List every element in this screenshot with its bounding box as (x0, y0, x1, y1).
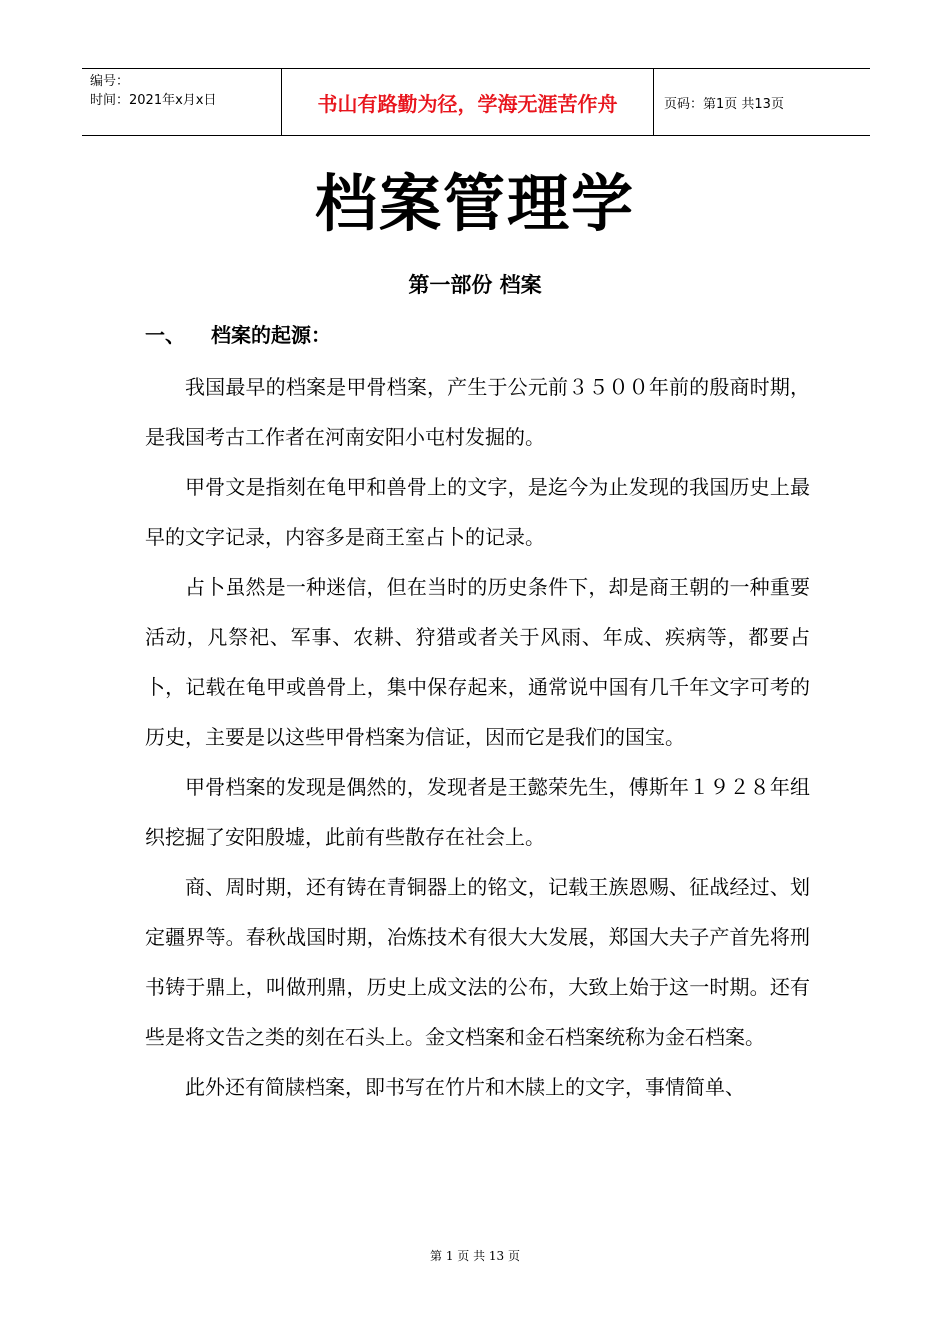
date-line: 时间：2021年x月x日 (90, 93, 217, 108)
heading-text: 档案的起源： (211, 323, 331, 347)
page-footer: 第 1 页 共 13 页 (430, 1249, 520, 1263)
header-meta (82, 69, 282, 135)
body-text (145, 362, 810, 1112)
paragraph: 此外还有简牍档案，即书写在竹片和木牍上的文字，事情简单、 (185, 1075, 745, 1099)
paragraph: 占卜虽然是一种迷信，但在当时的历史条件下，却是商王朝的一种重要活动，凡祭祀、军事、农耕、狩猎或者关于风雨、年成、疾病等，都要占卜，记载在龟甲或兽骨上，集中保存起来，通常说中国有几千年文字可考的历史，主要是以这些甲骨档案为信证，因而它是我们的国宝。 (145, 575, 810, 749)
heading-number: 一、 (145, 323, 185, 347)
page-header (82, 68, 870, 136)
document-title: 档案管理学 (314, 167, 635, 240)
section-heading (145, 320, 331, 350)
header-motto: 书山有路勤为径，学海无涯苦作舟 (282, 69, 654, 135)
section-title: 第一部份 档案 (408, 273, 542, 297)
header-page-info: 页码：第1页 共13页 (664, 96, 784, 112)
paragraph: 甲骨文是指刻在龟甲和兽骨上的文字，是迄今为止发现的我国历史上最早的文字记录，内容多是商王室占卜的记录。 (145, 475, 810, 549)
paragraph: 甲骨档案的发现是偶然的，发现者是王懿荣先生，傅斯年１９２８年组织挖掘了安阳殷墟，此前有些散存在社会上。 (145, 775, 810, 849)
paragraph: 我国最早的档案是甲骨档案，产生于公元前３５００年前的殷商时期，是我国考古工作者在河南安阳小屯村发掘的。 (145, 375, 810, 449)
paragraph: 商、周时期，还有铸在青铜器上的铭文，记载王族恩赐、征战经过、划定疆界等。春秋战国时期，冶炼技术有很大大发展，郑国大夫子产首先将刑书铸于鼎上，叫做刑鼎，历史上成文法的公布，大致上始于这一时期。还有些是将文告之类的刻在石头上。金文档案和金石档案统称为金石档案。 (145, 875, 810, 1049)
serial-label: 编号： (90, 74, 130, 89)
